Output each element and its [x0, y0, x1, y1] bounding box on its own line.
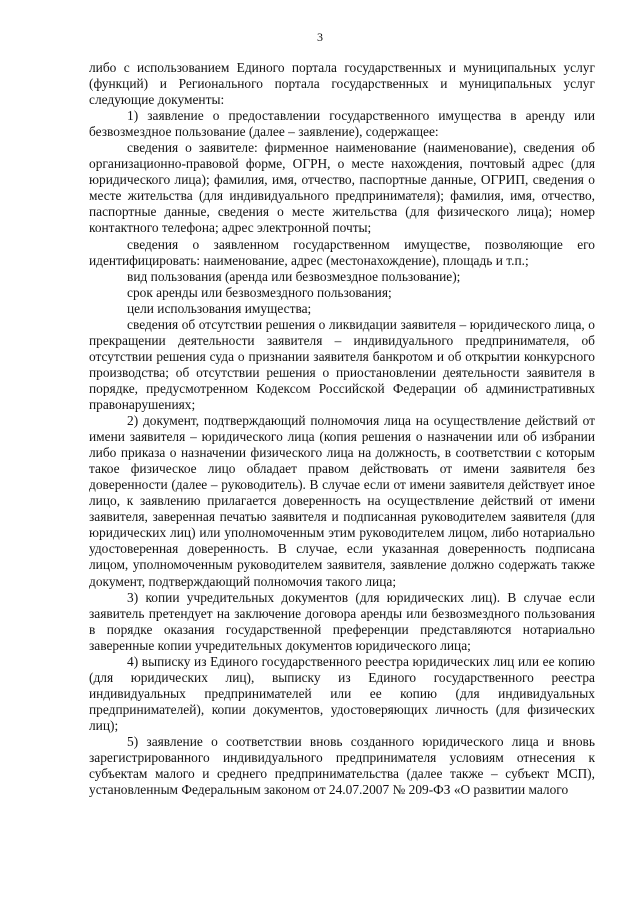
paragraph-item-5: 5) заявление о соответствии вновь созданного юридического лица и вновь зарегистрированного индивидуального предпринимателя условиям отнесения к субъектам малого и среднего предпринимательства (далее также – субъект МСП), установленным Федеральным законом от 24.07.2007 № 209-ФЗ «О развитии малого — [89, 733, 595, 798]
paragraph-liquidation-info: сведения об отсутствии решения о ликвидации заявителя – юридического лица, о прекращении деятельности заявителя – индивидуального предпринимателя, об отсутствии решения суда о признании заявителя банкротом и об открытии конкурсного производства; об отсутствии решения о приостановлении деятельности заявителя в порядке, предусмотренном Кодексом Российской Федерации об административных правонарушениях; — [89, 316, 595, 412]
paragraph-purpose: цели использования имущества; — [127, 300, 312, 316]
paragraph-item-2: 2) документ, подтверждающий полномочия лица на осуществление действий от имени заявителя – юридического лица (копия решения о назначении или об избрании либо приказа о назначении физического лица на должность, в соответствии с которым такое физическое лицо обладает правом действовать от имени заявителя без доверенности (далее – руководитель). В случае если от имени заявителя действует иное лицо, к заявлению прилагается доверенность на осуществление действий от имени заявителя, заверенная печатью заявителя и подписанная руководителем заявителя (для юридических лиц) или уполномоченным этим руководителем лицом, либо нотариально удостоверенная доверенность. В случае, если указанная доверенность подписана лицом, уполномоченным руководителем заявителя, заявление должно содержать также документ, подтверждающий полномочия такого лица; — [89, 413, 595, 589]
paragraph-intro: либо с использованием Единого портала государственных и муниципальных услуг (функций) и Регионального портала государственных и муниципальных услуг следующие документы: — [89, 60, 595, 108]
document-body — [89, 60, 595, 798]
paragraph-term: срок аренды или безвозмездного пользования; — [127, 284, 392, 300]
paragraph-applicant-info: сведения о заявителе: фирменное наименование (наименование), сведения об организационно-правовой форме, ОГРН, о месте нахождения, почтовый адрес (для юридического лица); фамилия, имя, отчество, паспортные данные, ОГРИП, сведения о месте жительства (для индивидуального предпринимателя); фамилия, имя, отчество, паспортные данные, сведения о месте жительства (для физического лица); номер контактного телефона; адрес электронной почты; — [89, 140, 595, 236]
paragraph-item-4: 4) выписку из Единого государственного реестра юридических лиц или ее копию (для юридических лиц), выписку из Единого государственного реестра индивидуальных предпринимателей или ее копию (для индивидуальных предпринимателей), копии документов, удостоверяющих личность (для физических лиц); — [89, 653, 595, 733]
paragraph-usage-type: вид пользования (аренда или безвозмездное пользование); — [127, 268, 461, 284]
paragraph-item-1: 1) заявление о предоставлении государственного имущества в аренду или безвозмездное пользование (далее – заявление), содержащее: — [89, 108, 595, 140]
paragraph-item-3: 3) копии учредительных документов (для юридических лиц). В случае если заявитель претендует на заключение договора аренды или безвозмездного пользования в порядке оказания государственной преференции представляются нотариально заверенные копии учредительных документов юридического лица; — [89, 589, 595, 653]
paragraph-property-info: сведения о заявленном государственном имуществе, позволяющие его идентифицировать: наименование, адрес (местонахождение), площадь и т.п.; — [89, 236, 595, 268]
page-number: 3 — [317, 30, 323, 44]
